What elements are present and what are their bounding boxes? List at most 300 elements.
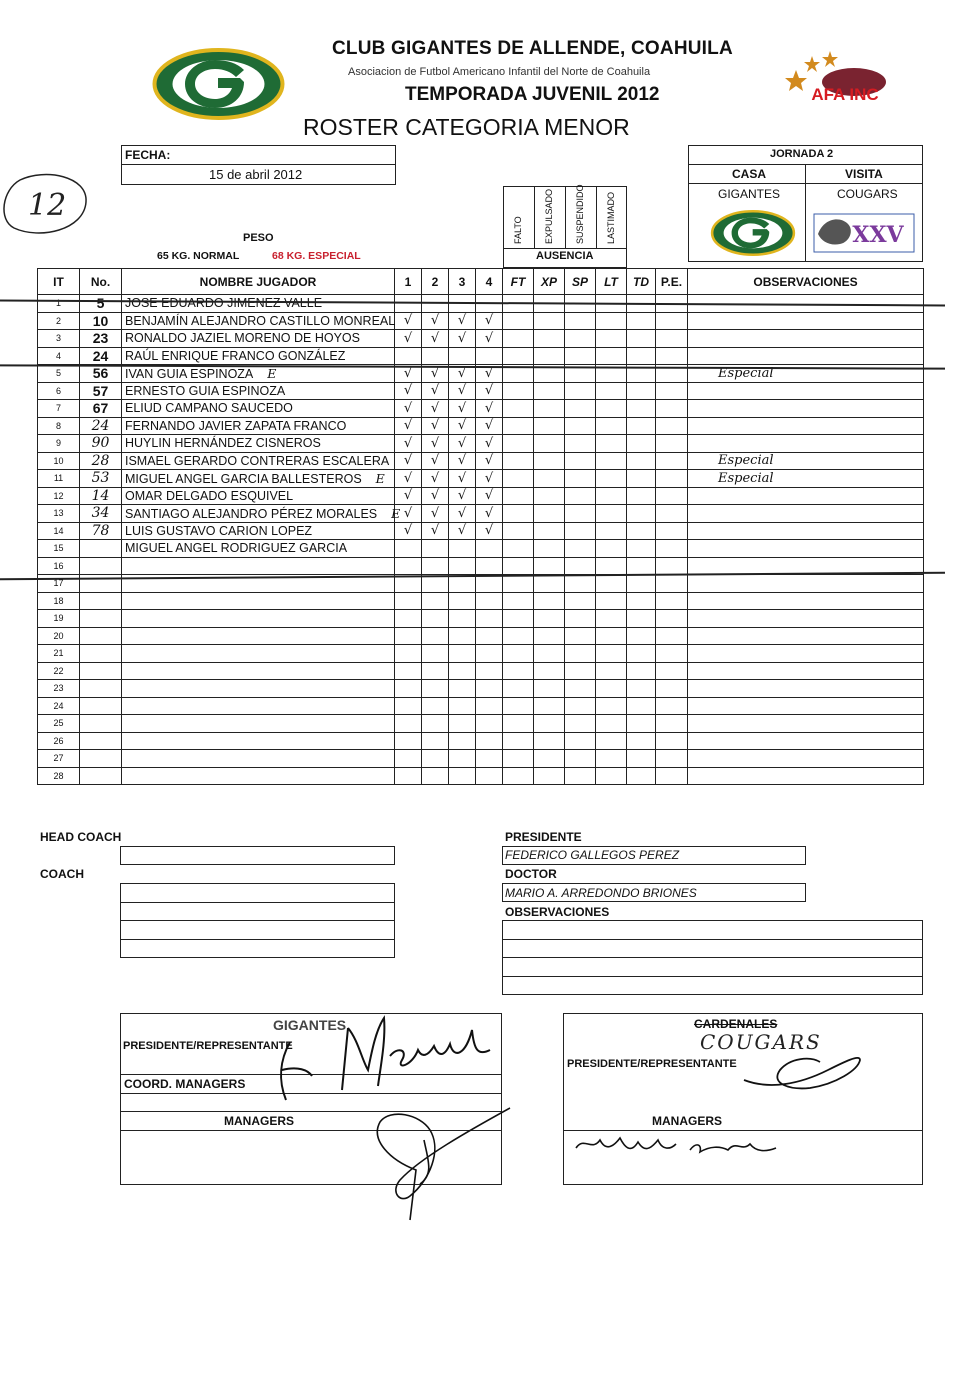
row-lt <box>596 592 627 610</box>
row-xp <box>534 732 565 750</box>
casa-logo <box>710 210 796 256</box>
row-q1 <box>395 662 422 680</box>
row-td <box>627 750 656 768</box>
row-lt <box>596 330 627 348</box>
row-it <box>38 347 80 365</box>
row-q2 <box>422 732 449 750</box>
row-xp <box>534 470 565 488</box>
row-q3 <box>449 750 476 768</box>
row-q2-text: √ <box>430 523 440 539</box>
row-it-text: 20 <box>53 630 64 641</box>
right-team-struck: CARDENALES <box>694 1017 778 1031</box>
row-q2 <box>422 487 449 505</box>
row-q2 <box>422 645 449 663</box>
row-q4 <box>476 680 503 698</box>
row-number <box>80 522 122 540</box>
row-sp <box>565 645 596 663</box>
row-lt <box>596 662 627 680</box>
row-lt <box>596 347 627 365</box>
row-q2 <box>422 540 449 558</box>
col-ft: FT <box>503 269 534 295</box>
row-q2-text: √ <box>430 470 440 486</box>
row-it-text: 23 <box>53 683 64 694</box>
row-sp <box>565 330 596 348</box>
row-xp <box>534 452 565 470</box>
row-observaciones <box>688 522 924 540</box>
row-number-text: 90 <box>91 435 110 452</box>
row-q4 <box>476 382 503 400</box>
row-pe <box>656 750 688 768</box>
row-sp <box>565 627 596 645</box>
row-observaciones-text: Especial <box>718 453 774 469</box>
row-number <box>80 540 122 558</box>
roster-table <box>37 268 924 785</box>
row-ft <box>503 645 534 663</box>
row-q1 <box>395 680 422 698</box>
row-q4 <box>476 557 503 575</box>
row-number <box>80 662 122 680</box>
row-q4 <box>476 767 503 785</box>
row-q3 <box>449 452 476 470</box>
row-it-text: 21 <box>53 648 64 659</box>
row-observaciones <box>688 750 924 768</box>
row-q4 <box>476 697 503 715</box>
row-it <box>38 312 80 330</box>
row-q2-text: √ <box>430 365 440 381</box>
association-subtitle: Asociacion de Futbol Americano Infantil del Norte de Coahuila <box>348 66 651 78</box>
row-q1 <box>395 627 422 645</box>
row-td <box>627 487 656 505</box>
row-q4 <box>476 592 503 610</box>
row-ft <box>503 732 534 750</box>
row-q2 <box>422 400 449 418</box>
row-q3 <box>449 680 476 698</box>
table-row <box>38 435 924 453</box>
row-q4-text: √ <box>484 365 494 381</box>
peso-especial: 68 KG. ESPECIAL <box>272 250 361 262</box>
presidente-value: FEDERICO GALLEGOS PEREZ <box>505 848 680 862</box>
row-ft <box>503 522 534 540</box>
row-xp <box>534 645 565 663</box>
row-q1 <box>395 750 422 768</box>
table-row <box>38 522 924 540</box>
row-it <box>38 732 80 750</box>
row-number <box>80 610 122 628</box>
col-observaciones: OBSERVACIONES <box>688 269 924 295</box>
row-q4 <box>476 540 503 558</box>
row-player-name <box>122 662 395 680</box>
row-lt <box>596 715 627 733</box>
row-td <box>627 680 656 698</box>
row-pe <box>656 627 688 645</box>
row-xp <box>534 592 565 610</box>
table-row <box>38 697 924 715</box>
row-number <box>80 715 122 733</box>
row-it-text: 13 <box>53 508 64 519</box>
row-q1-text: √ <box>403 505 413 521</box>
row-it-text: 15 <box>53 543 64 554</box>
row-xp <box>534 750 565 768</box>
col-q1: 1 <box>395 269 422 295</box>
row-ft <box>503 750 534 768</box>
row-q4-text: √ <box>484 330 494 346</box>
row-it-text: 4 <box>55 350 61 361</box>
row-number-text: 14 <box>91 487 110 504</box>
row-ft <box>503 575 534 593</box>
row-td <box>627 400 656 418</box>
row-lt <box>596 487 627 505</box>
row-xp <box>534 575 565 593</box>
row-number <box>80 505 122 523</box>
row-it-text: 10 <box>53 455 64 466</box>
row-pe <box>656 610 688 628</box>
coach-label: COACH <box>40 867 84 881</box>
row-q3-text: √ <box>457 488 467 504</box>
row-q3 <box>449 662 476 680</box>
row-player-name <box>122 435 395 453</box>
right-team-handwritten: COUGARS <box>700 1030 822 1054</box>
row-pe <box>656 680 688 698</box>
row-q1-text: √ <box>403 453 413 469</box>
right-managers-label: MANAGERS <box>652 1114 723 1128</box>
row-observaciones <box>688 645 924 663</box>
row-ft <box>503 470 534 488</box>
row-number-text: 5 <box>96 295 105 312</box>
row-pe <box>656 435 688 453</box>
row-number-text: 78 <box>91 522 110 539</box>
row-it <box>38 715 80 733</box>
row-lt <box>596 417 627 435</box>
row-ft <box>503 715 534 733</box>
row-player-name <box>122 610 395 628</box>
row-it <box>38 365 80 383</box>
row-sp <box>565 575 596 593</box>
row-player-name <box>122 627 395 645</box>
row-q3 <box>449 470 476 488</box>
row-td <box>627 540 656 558</box>
row-number <box>80 767 122 785</box>
row-ft <box>503 347 534 365</box>
visita-team: COUGARS <box>837 187 898 201</box>
row-q4-text: √ <box>484 400 494 416</box>
coord-managers-label: COORD. MANAGERS <box>124 1077 246 1091</box>
row-q4 <box>476 452 503 470</box>
row-observaciones <box>688 382 924 400</box>
row-q4 <box>476 470 503 488</box>
afa-logo <box>782 48 907 110</box>
row-number <box>80 417 122 435</box>
row-it-text: 24 <box>53 700 64 711</box>
row-number <box>80 592 122 610</box>
row-td <box>627 330 656 348</box>
row-player-name-text: ERNESTO GUIA ESPINOZA <box>125 383 286 398</box>
row-q4 <box>476 575 503 593</box>
row-observaciones-text: Especial <box>718 470 774 486</box>
row-xp <box>534 540 565 558</box>
handwritten-circle-number <box>0 168 92 242</box>
row-q4-text: √ <box>484 505 494 521</box>
row-pe <box>656 400 688 418</box>
row-q3 <box>449 400 476 418</box>
row-td <box>627 645 656 663</box>
row-q2 <box>422 505 449 523</box>
row-player-name <box>122 750 395 768</box>
row-observaciones <box>688 540 924 558</box>
row-player-name <box>122 330 395 348</box>
table-row <box>38 610 924 628</box>
row-it <box>38 470 80 488</box>
roster-header-row <box>38 269 924 295</box>
row-it-text: 19 <box>53 613 64 624</box>
row-sp <box>565 505 596 523</box>
row-q1 <box>395 592 422 610</box>
row-observaciones <box>688 452 924 470</box>
row-it-text: 22 <box>53 665 64 676</box>
row-observaciones <box>688 505 924 523</box>
row-td <box>627 715 656 733</box>
row-lt <box>596 732 627 750</box>
right-president-signature <box>740 1040 870 1096</box>
row-q1 <box>395 452 422 470</box>
row-sp <box>565 487 596 505</box>
visita-label: VISITA <box>845 167 883 181</box>
gigantes-team-label: GIGANTES <box>273 1017 347 1033</box>
row-q4 <box>476 732 503 750</box>
row-sp <box>565 522 596 540</box>
row-it-text: 16 <box>53 560 64 571</box>
row-lt <box>596 522 627 540</box>
row-it-text: 27 <box>53 753 64 764</box>
row-q4 <box>476 645 503 663</box>
row-q2 <box>422 417 449 435</box>
row-it <box>38 452 80 470</box>
row-q3 <box>449 417 476 435</box>
row-q2 <box>422 330 449 348</box>
row-sp <box>565 732 596 750</box>
row-observaciones <box>688 417 924 435</box>
row-q1 <box>395 610 422 628</box>
row-q3 <box>449 610 476 628</box>
row-q4 <box>476 347 503 365</box>
row-player-name <box>122 557 395 575</box>
row-number <box>80 295 122 313</box>
table-row <box>38 470 924 488</box>
row-player-name <box>122 312 395 330</box>
row-q2-text: √ <box>430 383 440 399</box>
col-xp: XP <box>534 269 565 295</box>
table-row <box>38 400 924 418</box>
row-number <box>80 330 122 348</box>
left-manager-signature <box>350 1100 520 1230</box>
row-it-text: 26 <box>53 735 64 746</box>
row-number <box>80 487 122 505</box>
row-player-name <box>122 452 395 470</box>
row-q1-text: √ <box>403 383 413 399</box>
row-q4-text: √ <box>484 418 494 434</box>
row-sp <box>565 662 596 680</box>
row-q1 <box>395 312 422 330</box>
row-it-text: 8 <box>55 420 61 431</box>
row-lt <box>596 382 627 400</box>
ausencia-label: AUSENCIA <box>536 250 594 262</box>
row-q1-text: √ <box>403 488 413 504</box>
row-q4 <box>476 435 503 453</box>
row-lt <box>596 680 627 698</box>
row-q4 <box>476 522 503 540</box>
col-lt: LT <box>596 269 627 295</box>
row-it-text: 3 <box>55 333 61 344</box>
row-it-text: 12 <box>53 490 64 501</box>
row-observaciones <box>688 697 924 715</box>
row-ft <box>503 505 534 523</box>
row-observaciones <box>688 732 924 750</box>
row-pe <box>656 330 688 348</box>
row-pe <box>656 505 688 523</box>
row-player-name-text: ISMAEL GERARDO CONTRERAS ESCALERA <box>125 453 390 468</box>
head-coach-field[interactable] <box>120 846 395 865</box>
row-q1 <box>395 732 422 750</box>
row-q3-text: √ <box>457 453 467 469</box>
row-pe <box>656 417 688 435</box>
row-q3-text: √ <box>457 400 467 416</box>
row-player-name <box>122 347 395 365</box>
left-managers-label: MANAGERS <box>224 1114 295 1128</box>
row-pe <box>656 575 688 593</box>
row-observaciones <box>688 610 924 628</box>
row-it <box>38 627 80 645</box>
row-q3 <box>449 347 476 365</box>
row-number <box>80 697 122 715</box>
row-q4 <box>476 662 503 680</box>
row-lt <box>596 767 627 785</box>
left-president-label: PRESIDENTE/REPRESENTANTE <box>123 1040 293 1052</box>
row-q3-text: √ <box>457 418 467 434</box>
row-sp <box>565 715 596 733</box>
row-lt <box>596 575 627 593</box>
table-row <box>38 347 924 365</box>
row-sp <box>565 347 596 365</box>
row-observaciones <box>688 662 924 680</box>
row-sp <box>565 400 596 418</box>
row-number <box>80 347 122 365</box>
row-q1 <box>395 522 422 540</box>
row-lt <box>596 312 627 330</box>
row-q2 <box>422 435 449 453</box>
row-ft <box>503 487 534 505</box>
row-player-name-text: HUYLIN HERNÁNDEZ CISNEROS <box>125 436 321 451</box>
row-pe <box>656 645 688 663</box>
fecha-value: 15 de abril 2012 <box>209 167 303 182</box>
row-q1 <box>395 557 422 575</box>
row-player-name <box>122 680 395 698</box>
row-td <box>627 452 656 470</box>
row-q2-text: √ <box>430 488 440 504</box>
row-number <box>80 750 122 768</box>
row-q2-text: √ <box>430 400 440 416</box>
row-q3-text: √ <box>457 435 467 451</box>
row-q2 <box>422 610 449 628</box>
ausencia-col-falto: FALTO <box>513 216 523 244</box>
row-handwritten-mark: E <box>375 470 385 486</box>
row-it-text: 6 <box>55 385 61 396</box>
row-xp <box>534 312 565 330</box>
row-it <box>38 592 80 610</box>
row-q2 <box>422 715 449 733</box>
row-q1 <box>395 435 422 453</box>
row-lt <box>596 452 627 470</box>
table-row <box>38 382 924 400</box>
row-q4-text: √ <box>484 488 494 504</box>
row-lt <box>596 750 627 768</box>
table-row <box>38 680 924 698</box>
table-row <box>38 645 924 663</box>
row-q4-text: √ <box>484 383 494 399</box>
row-player-name-text: RONALDO JAZIEL MORENO DE HOYOS <box>125 331 360 346</box>
row-it <box>38 382 80 400</box>
row-sp <box>565 435 596 453</box>
row-q2-text: √ <box>430 453 440 469</box>
row-lt <box>596 505 627 523</box>
row-it-text: 17 <box>53 578 64 589</box>
row-q3 <box>449 627 476 645</box>
row-q2 <box>422 767 449 785</box>
row-it-text: 2 <box>55 315 61 326</box>
table-row <box>38 417 924 435</box>
table-row <box>38 540 924 558</box>
row-number <box>80 627 122 645</box>
row-sp <box>565 540 596 558</box>
observaciones-label: OBSERVACIONES <box>505 905 610 919</box>
roster-title: ROSTER CATEGORIA MENOR <box>303 114 630 140</box>
table-row <box>38 732 924 750</box>
row-number <box>80 452 122 470</box>
row-observaciones <box>688 330 924 348</box>
row-player-name-text: MIGUEL ANGEL RODRIGUEZ GARCIA <box>125 541 348 556</box>
visita-logo-text: XXV <box>852 222 904 248</box>
row-xp <box>534 505 565 523</box>
row-sp <box>565 382 596 400</box>
row-td <box>627 557 656 575</box>
row-xp <box>534 697 565 715</box>
row-ft <box>503 540 534 558</box>
row-q2-text: √ <box>430 418 440 434</box>
row-it-text: 11 <box>53 473 64 484</box>
row-sp <box>565 767 596 785</box>
row-q2-text: √ <box>430 435 440 451</box>
row-observaciones <box>688 715 924 733</box>
row-ft <box>503 767 534 785</box>
row-q2 <box>422 750 449 768</box>
row-it <box>38 417 80 435</box>
row-q2 <box>422 662 449 680</box>
col-it: IT <box>38 269 80 295</box>
row-lt <box>596 557 627 575</box>
row-pe <box>656 312 688 330</box>
col-q3: 3 <box>449 269 476 295</box>
row-observaciones <box>688 347 924 365</box>
row-pe <box>656 592 688 610</box>
season-title: TEMPORADA JUVENIL 2012 <box>405 84 660 105</box>
row-xp <box>534 627 565 645</box>
row-ft <box>503 382 534 400</box>
row-player-name-text: OMAR DELGADO ESQUIVEL <box>125 488 294 503</box>
col-pe: P.E. <box>656 269 688 295</box>
row-it <box>38 295 80 313</box>
row-xp <box>534 767 565 785</box>
row-pe <box>656 662 688 680</box>
row-q1 <box>395 470 422 488</box>
row-q2 <box>422 347 449 365</box>
